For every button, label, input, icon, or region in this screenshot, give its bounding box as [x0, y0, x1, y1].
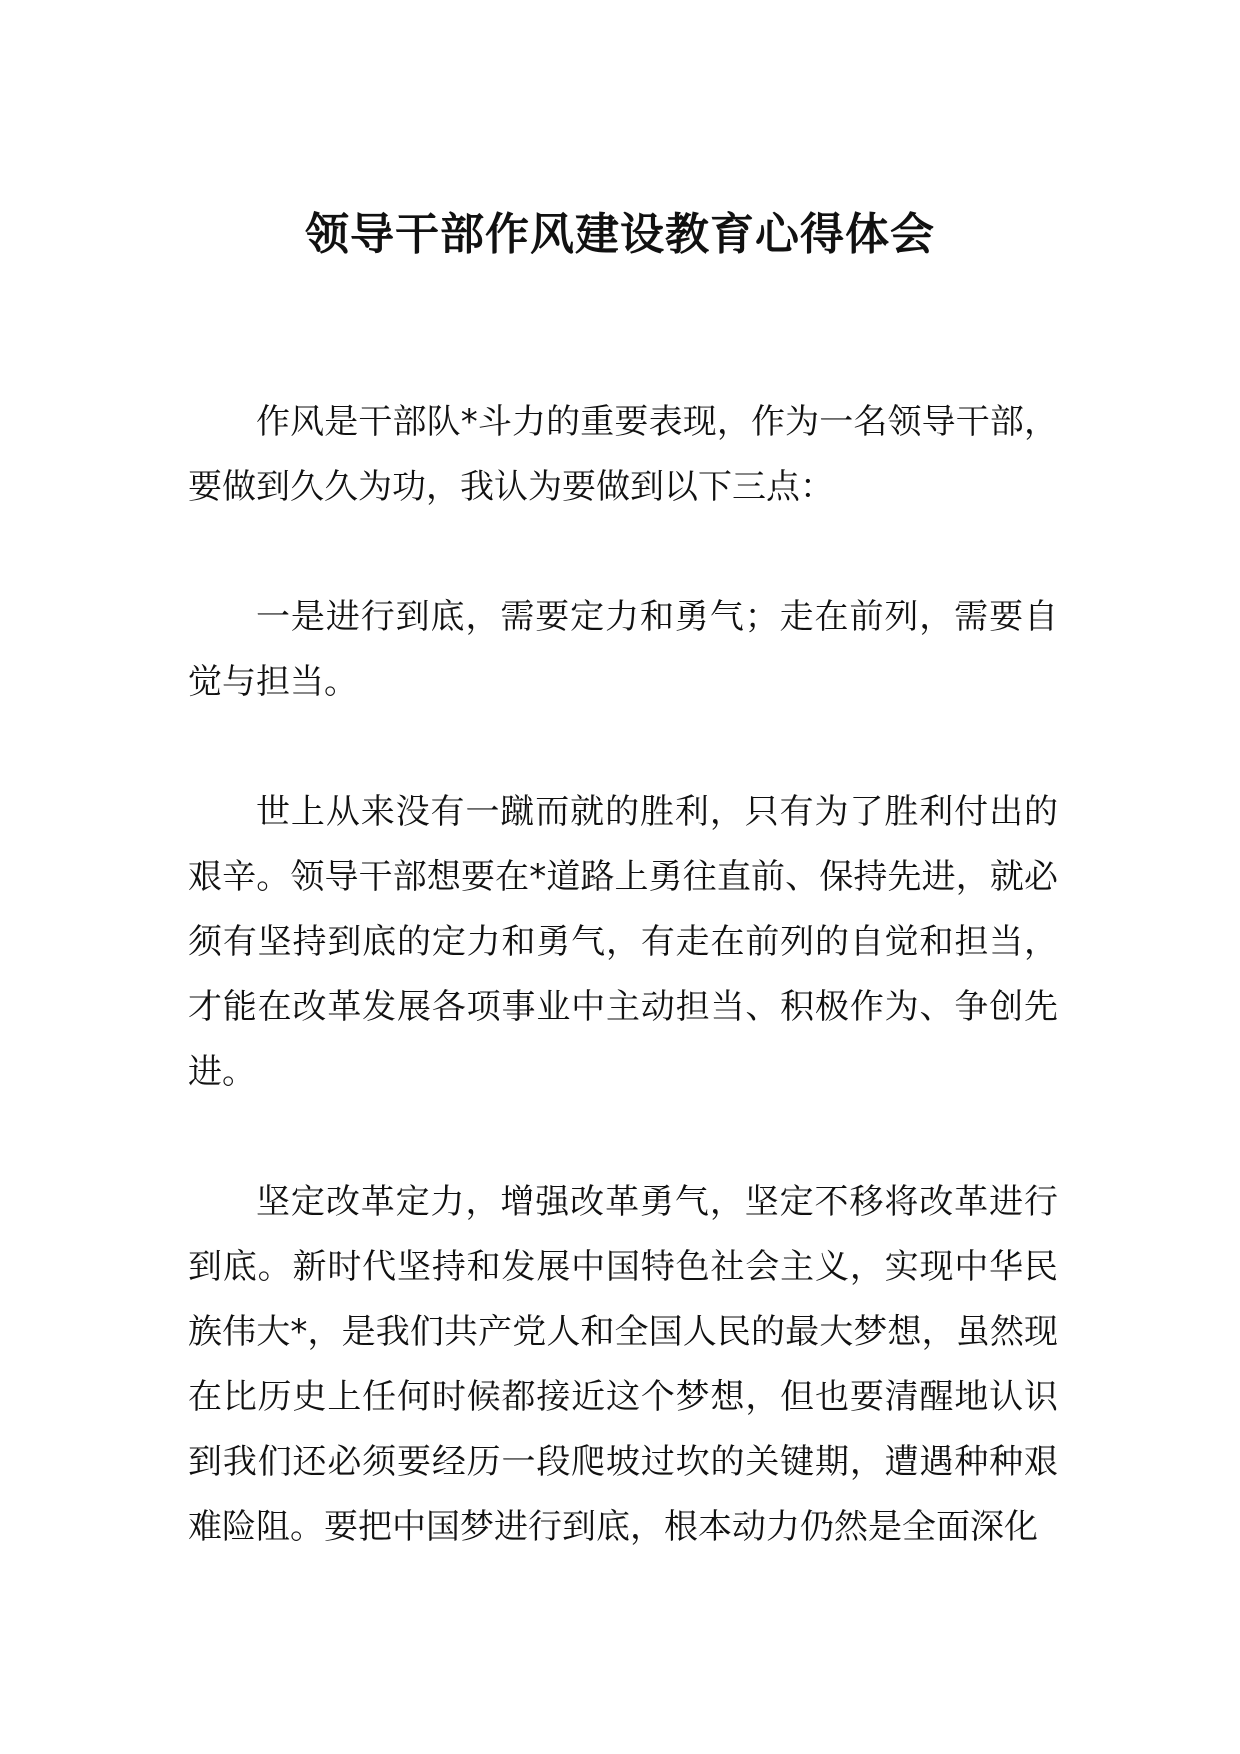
paragraph-intro: 作风是干部队*斗力的重要表现，作为一名领导干部，要做到久久为功，我认为要做到以下三点：	[188, 402, 1058, 507]
paragraph-victory: 世上从来没有一蹴而就的胜利，只有为了胜利付出的艰辛。领导干部想要在*道路上勇往直前、保持先进，就必须有坚持到底的定力和勇气，有走在前列的自觉和担当，才能在改革发展各项事业中主动担当、积极作为、争创先进。	[188, 792, 1058, 1092]
document-body	[188, 390, 1058, 1625]
document-title: 领导干部作风建设教育心得体会	[305, 209, 935, 260]
paragraph-point-one: 一是进行到底，需要定力和勇气；走在前列，需要自觉与担当。	[188, 597, 1058, 702]
paragraph-reform: 坚定改革定力，增强改革勇气，坚定不移将改革进行到底。新时代坚持和发展中国特色社会主义，实现中华民族伟大*，是我们共产党人和全国人民的最大梦想，虽然现在比历史上任何时候都接近这个梦想，但也要清醒地认识到我们还必须要经历一段爬坡过坎的关键期，遭遇种种艰难险阻。要把中国梦进行到底，根本动力仍然是全面深化	[188, 1182, 1058, 1547]
